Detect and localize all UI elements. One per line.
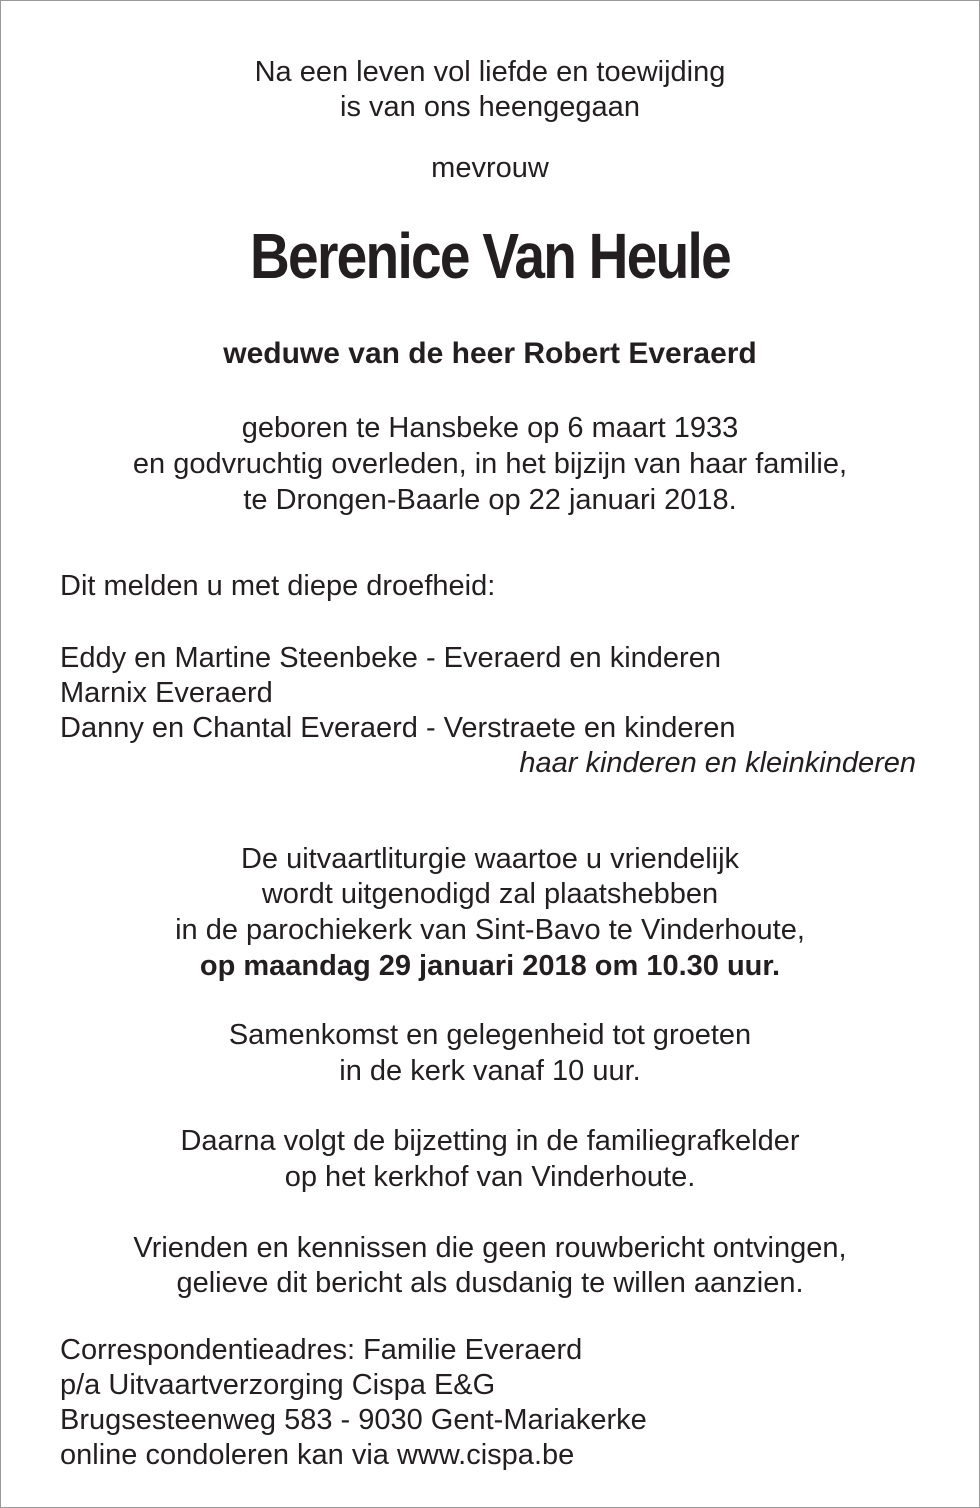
birth-death-line-3: te Drongen-Baarle op 22 januari 2018.	[243, 484, 737, 516]
intro-line-1: Na een leven vol liefde en toewijding	[254, 56, 726, 88]
correspondence-line-3: Brugsesteenweg 583 - 9030 Gent-Mariakerke	[60, 1404, 647, 1436]
birth-death-line-2: en godvruchtig overleden, in het bijzijn van haar familie,	[132, 448, 848, 480]
announcement: Dit melden u met diepe droefheid:	[60, 570, 496, 602]
intro-line-2: is van ons heengegaan	[340, 91, 640, 123]
family-member-3: Danny en Chantal Everaerd - Verstraete en kinderen	[60, 712, 736, 744]
notice-line-2: gelieve dit bericht als dusdanig te willen aanzien.	[176, 1267, 804, 1299]
deceased-name: Berenice Van Heule	[250, 220, 730, 292]
funeral-line-1: De uitvaartliturgie waartoe u vriendelijk	[240, 843, 740, 875]
funeral-line-3: in de parochiekerk van Sint-Bavo te Vinderhoute,	[175, 914, 805, 946]
correspondence-line-1: Correspondentieadres: Familie Everaerd	[60, 1334, 583, 1366]
burial-line-1: Daarna volgt de bijzetting in de familiegrafkelder	[180, 1125, 800, 1157]
title-prefix: mevrouw	[431, 152, 549, 184]
birth-death-line-1: geboren te Hansbeke op 6 maart 1933	[241, 412, 739, 444]
funeral-datetime: op maandag 29 januari 2018 om 10.30 uur.	[199, 950, 781, 982]
correspondence-line-4: online condoleren kan via www.cispa.be	[60, 1439, 575, 1471]
funeral-line-2: wordt uitgenodigd zal plaatshebben	[261, 878, 719, 910]
gathering-line-2: in de kerk vanaf 10 uur.	[339, 1055, 641, 1087]
notice-line-1: Vrienden en kennissen die geen rouwbericht ontvingen,	[133, 1232, 847, 1264]
burial-line-2: op het kerkhof van Vinderhoute.	[284, 1161, 696, 1193]
gathering-line-1: Samenkomst en gelegenheid tot groeten	[228, 1019, 752, 1051]
subtitle-widow: weduwe van de heer Robert Everaerd	[223, 337, 757, 370]
family-member-1: Eddy en Martine Steenbeke - Everaerd en kinderen	[60, 642, 721, 674]
family-member-2: Marnix Everaerd	[60, 677, 273, 709]
family-caption: haar kinderen en kleinkinderen	[519, 747, 916, 779]
correspondence-line-2: p/a Uitvaartverzorging Cispa E&G	[60, 1369, 496, 1401]
